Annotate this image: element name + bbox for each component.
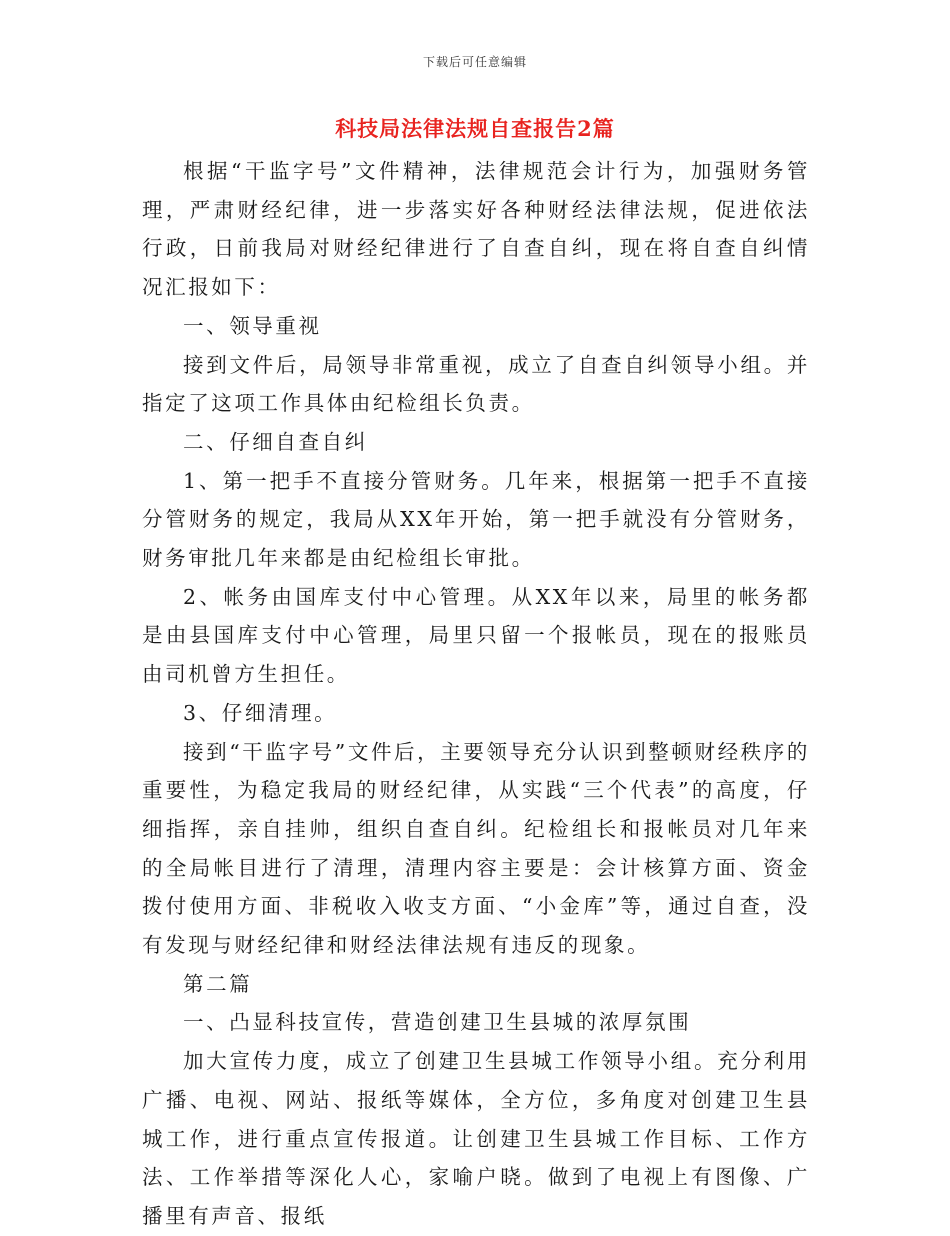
section-heading-publicity: 一、凸显科技宣传，营造创建卫生县城的浓厚氛围 bbox=[183, 1010, 692, 1035]
document-body bbox=[142, 152, 810, 1236]
document-title: 科技局法律法规自查报告2篇 bbox=[335, 116, 615, 141]
paragraph-item-3-heading: 3、仔细清理。 bbox=[183, 700, 338, 725]
section-heading-self-inspection: 二、仔细自查自纠 bbox=[183, 429, 368, 454]
running-header: 下载后可任意编辑 bbox=[422, 55, 527, 69]
paragraph-item-3: 接到“干监字号”文件后，主要领导充分认识到整顿财经秩序的重要性，为稳定我局的财经纪律，从实践“三个代表”的高度，仔细指挥，亲自挂帅，组织自查自纠。纪检组长和报帐员对几年来的全局帐目进行了清理，清理内容主要是：会计核算方面、资金拨付使用方面、非税收入收支方面、“小金库”等，通过自查，没有发现与财经纪律和财经法律法规有违反的现象。 bbox=[142, 739, 810, 958]
paragraph-item-1: 1、第一把手不直接分管财务。几年来，根据第一把手不直接分管财务的规定，我局从XX年开始，第一把手就没有分管财务，财务审批几年来都是由纪检组长审批。 bbox=[142, 468, 810, 571]
paragraph-leadership: 接到文件后，局领导非常重视，成立了自查自纠领导小组。并指定了这项工作具体由纪检组长负责。 bbox=[142, 352, 810, 416]
part-two-heading: 第二篇 bbox=[183, 971, 253, 996]
section-heading-leadership: 一、领导重视 bbox=[183, 313, 322, 338]
paragraph-item-2: 2、帐务由国库支付中心管理。从XX年以来，局里的帐务都是由县国库支付中心管理，局里只留一个报帐员，现在的报账员由司机曾方生担任。 bbox=[142, 584, 810, 687]
paragraph-publicity: 加大宣传力度，成立了创建卫生县城工作领导小组。充分利用广播、电视、网站、报纸等媒体，全方位，多角度对创建卫生县城工作，进行重点宣传报道。让创建卫生县城工作目标、工作方法、工作举措等深化人心，家喻户晓。做到了电视上有图像、广播里有声音、报纸 bbox=[142, 1049, 810, 1228]
paragraph-intro: 根据“干监字号”文件精神，法律规范会计行为，加强财务管理，严肃财经纪律，进一步落实好各种财经法律法规，促进依法行政，日前我局对财经纪律进行了自查自纠，现在将自查自纠情况汇报如下： bbox=[142, 159, 810, 300]
